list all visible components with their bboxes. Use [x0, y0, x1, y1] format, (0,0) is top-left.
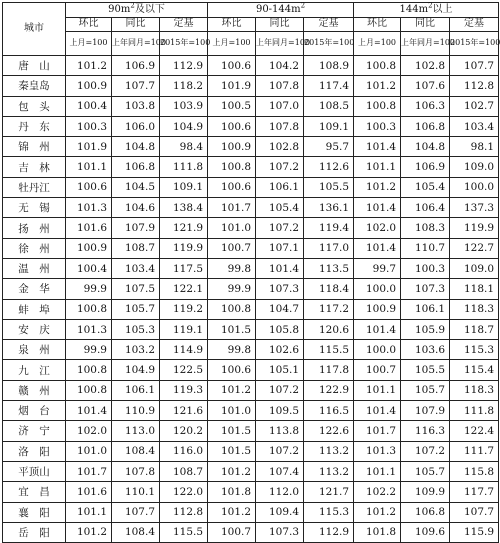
index-value: 98.1	[450, 137, 499, 157]
index-value: 108.7	[112, 238, 160, 258]
index-value: 101.0	[208, 401, 256, 421]
index-value: 109.1	[160, 177, 208, 197]
index-value: 113.2	[304, 441, 354, 461]
table-row	[3, 137, 499, 157]
index-value: 109.6	[401, 522, 450, 542]
table-row	[3, 76, 499, 96]
index-value: 107.5	[112, 279, 160, 299]
city-name: 平顶山	[3, 461, 66, 481]
index-value: 101.4	[256, 258, 304, 278]
index-value: 112.9	[160, 56, 208, 76]
index-value: 106.9	[401, 157, 450, 177]
index-value: 104.2	[256, 56, 304, 76]
index-value: 115.3	[304, 502, 354, 522]
subheader-mom: 环比	[354, 18, 401, 32]
index-value: 105.8	[256, 319, 304, 339]
index-value: 101.3	[66, 198, 112, 218]
index-value: 101.1	[354, 380, 401, 400]
index-value: 105.1	[256, 360, 304, 380]
index-value: 99.9	[208, 279, 256, 299]
index-value: 102.6	[256, 340, 304, 360]
index-value: 101.6	[66, 482, 112, 502]
index-value: 109.0	[450, 258, 499, 278]
index-value: 101.6	[66, 218, 112, 238]
table-row	[3, 299, 499, 319]
index-value: 101.1	[66, 157, 112, 177]
index-value: 106.8	[401, 116, 450, 136]
index-value: 104.9	[160, 116, 208, 136]
table-row	[3, 461, 499, 481]
index-value: 104.9	[112, 360, 160, 380]
city-name: 济 宁	[3, 421, 66, 441]
city-name: 泉 州	[3, 340, 66, 360]
city-name: 唐 山	[3, 56, 66, 76]
index-value: 107.8	[256, 116, 304, 136]
index-value: 101.1	[354, 157, 401, 177]
index-value: 107.2	[256, 157, 304, 177]
index-value: 101.3	[66, 319, 112, 339]
table-row	[3, 238, 499, 258]
index-value: 138.4	[160, 198, 208, 218]
index-value: 100.0	[354, 279, 401, 299]
index-value: 106.4	[401, 198, 450, 218]
index-value: 106.3	[401, 96, 450, 116]
index-value: 116.3	[401, 421, 450, 441]
index-value: 115.5	[160, 522, 208, 542]
table-row	[3, 279, 499, 299]
index-value: 119.2	[160, 299, 208, 319]
index-value: 119.9	[160, 238, 208, 258]
index-value: 100.8	[354, 56, 401, 76]
index-value: 105.7	[112, 299, 160, 319]
index-value: 116.0	[160, 441, 208, 461]
index-value: 103.6	[401, 340, 450, 360]
index-value: 100.6	[208, 116, 256, 136]
index-value: 107.3	[256, 522, 304, 542]
index-value: 105.3	[112, 319, 160, 339]
subheader-fixed-base: 定基	[450, 18, 499, 32]
subheader-fixed-base: 定基	[160, 18, 208, 32]
index-value: 100.8	[208, 157, 256, 177]
index-value: 104.6	[112, 198, 160, 218]
index-value: 100.0	[450, 177, 499, 197]
index-value: 118.3	[450, 380, 499, 400]
index-value: 101.8	[354, 522, 401, 542]
index-value: 107.2	[401, 441, 450, 461]
index-value: 103.4	[450, 116, 499, 136]
table-row	[3, 96, 499, 116]
city-name: 锦 州	[3, 137, 66, 157]
index-value: 109.1	[304, 116, 354, 136]
index-value: 100.5	[208, 96, 256, 116]
index-value: 101.4	[354, 319, 401, 339]
city-name: 襄 阳	[3, 502, 66, 522]
index-value: 110.1	[112, 482, 160, 502]
index-value: 102.8	[401, 56, 450, 76]
index-value: 107.1	[256, 238, 304, 258]
index-value: 112.0	[256, 482, 304, 502]
index-value: 105.4	[256, 198, 304, 218]
index-value: 100.7	[208, 238, 256, 258]
index-value: 107.3	[256, 279, 304, 299]
city-name: 无 锡	[3, 198, 66, 218]
index-value: 100.3	[354, 116, 401, 136]
city-name: 秦皇岛	[3, 76, 66, 96]
table-row	[3, 198, 499, 218]
index-value: 101.4	[354, 238, 401, 258]
index-value: 101.2	[354, 76, 401, 96]
index-value: 100.6	[208, 177, 256, 197]
index-value: 107.6	[401, 76, 450, 96]
index-value: 101.0	[66, 441, 112, 461]
index-value: 113.8	[256, 421, 304, 441]
city-name: 岳 阳	[3, 522, 66, 542]
index-value: 103.2	[112, 340, 160, 360]
index-value: 101.0	[208, 218, 256, 238]
header-row-index-types	[3, 18, 499, 32]
group-header-large: $144m^2$以上	[354, 3, 499, 18]
index-value: 102.0	[354, 218, 401, 238]
index-value: 117.5	[160, 258, 208, 278]
index-value: 106.0	[112, 116, 160, 136]
index-value: 108.3	[401, 218, 450, 238]
index-value: 112.8	[450, 76, 499, 96]
index-value: 101.4	[354, 198, 401, 218]
index-value: 116.5	[304, 401, 354, 421]
index-value: 101.4	[354, 137, 401, 157]
index-value: 102.0	[66, 421, 112, 441]
index-value: 101.2	[208, 380, 256, 400]
index-value: 115.5	[304, 340, 354, 360]
header-row-groups	[3, 3, 499, 18]
index-value: 109.9	[401, 482, 450, 502]
index-value: 102.8	[256, 137, 304, 157]
index-value: 98.4	[160, 137, 208, 157]
table-row	[3, 401, 499, 421]
index-value: 115.4	[450, 360, 499, 380]
index-value: 106.1	[112, 380, 160, 400]
index-value: 103.8	[112, 96, 160, 116]
index-value: 110.7	[401, 238, 450, 258]
table-row	[3, 116, 499, 136]
city-header: 城市	[3, 3, 66, 56]
index-value: 101.9	[208, 76, 256, 96]
table-row	[3, 258, 499, 278]
index-value: 107.7	[112, 502, 160, 522]
index-value: 101.5	[208, 441, 256, 461]
index-value: 99.9	[66, 340, 112, 360]
index-value: 137.3	[450, 198, 499, 218]
index-value: 121.6	[160, 401, 208, 421]
city-name: 徐 州	[3, 238, 66, 258]
table-row	[3, 218, 499, 238]
index-value: 100.6	[208, 360, 256, 380]
index-value: 100.8	[66, 380, 112, 400]
table-row	[3, 482, 499, 502]
city-name: 包 头	[3, 96, 66, 116]
index-value: 107.7	[450, 56, 499, 76]
index-value: 100.9	[354, 299, 401, 319]
index-value: 100.7	[208, 522, 256, 542]
subheader-fixed-base: 定基	[304, 18, 354, 32]
table-row	[3, 177, 499, 197]
price-index-table	[2, 2, 499, 543]
index-value: 101.2	[66, 522, 112, 542]
index-value: 120.6	[304, 319, 354, 339]
index-value: 101.3	[354, 441, 401, 461]
index-value: 122.0	[160, 482, 208, 502]
index-value: 109.5	[256, 401, 304, 421]
index-value: 101.2	[66, 56, 112, 76]
index-value: 95.7	[304, 137, 354, 157]
index-value: 104.7	[256, 299, 304, 319]
index-value: 100.9	[66, 238, 112, 258]
index-value: 102.7	[450, 96, 499, 116]
index-value: 101.5	[208, 319, 256, 339]
index-value: 121.9	[160, 218, 208, 238]
index-value: 110.9	[112, 401, 160, 421]
index-value: 112.9	[304, 522, 354, 542]
index-value: 100.6	[66, 177, 112, 197]
index-value: 100.3	[401, 258, 450, 278]
city-name: 牡丹江	[3, 177, 66, 197]
city-name: 赣 州	[3, 380, 66, 400]
index-value: 122.5	[160, 360, 208, 380]
index-value: 100.0	[354, 340, 401, 360]
index-value: 108.9	[304, 56, 354, 76]
index-value: 119.3	[160, 380, 208, 400]
index-value: 100.4	[66, 96, 112, 116]
city-name: 宜 昌	[3, 482, 66, 502]
index-value: 118.7	[450, 319, 499, 339]
table-row	[3, 56, 499, 76]
subheader-yoy: 同比	[256, 18, 304, 32]
index-value: 100.9	[208, 137, 256, 157]
index-value: 99.7	[354, 258, 401, 278]
index-value: 115.9	[450, 522, 499, 542]
city-name: 扬 州	[3, 218, 66, 238]
index-value: 101.8	[208, 482, 256, 502]
city-name: 蚌 埠	[3, 299, 66, 319]
index-value: 109.4	[256, 502, 304, 522]
index-value: 119.4	[304, 218, 354, 238]
table-row	[3, 157, 499, 177]
table-row	[3, 360, 499, 380]
index-value: 122.9	[304, 380, 354, 400]
index-value: 122.1	[160, 279, 208, 299]
subheader-yoy: 同比	[401, 18, 450, 32]
index-value: 101.2	[208, 461, 256, 481]
city-name: 洛 阳	[3, 441, 66, 461]
index-value: 117.7	[450, 482, 499, 502]
index-value: 105.7	[401, 461, 450, 481]
index-value: 115.3	[450, 340, 499, 360]
index-value: 107.9	[112, 218, 160, 238]
index-value: 111.7	[450, 441, 499, 461]
index-value: 101.5	[208, 421, 256, 441]
index-value: 120.2	[160, 421, 208, 441]
index-value: 108.4	[112, 522, 160, 542]
index-value: 100.3	[66, 116, 112, 136]
index-value: 107.2	[256, 218, 304, 238]
index-value: 111.8	[160, 157, 208, 177]
table-row	[3, 502, 499, 522]
table-row	[3, 340, 499, 360]
index-value: 105.5	[401, 360, 450, 380]
table-row	[3, 380, 499, 400]
subheader-mom: 环比	[208, 18, 256, 32]
index-value: 107.9	[401, 401, 450, 421]
index-value: 107.0	[256, 96, 304, 116]
index-value: 101.4	[354, 401, 401, 421]
index-value: 114.9	[160, 340, 208, 360]
table-row	[3, 522, 499, 542]
index-value: 107.7	[450, 502, 499, 522]
index-value: 100.7	[354, 360, 401, 380]
base-label: 上年同月=100	[112, 32, 160, 56]
index-value: 101.7	[354, 421, 401, 441]
city-name: 吉 林	[3, 157, 66, 177]
city-name: 烟 台	[3, 401, 66, 421]
index-value: 118.1	[450, 279, 499, 299]
index-value: 99.8	[208, 340, 256, 360]
index-value: 136.1	[304, 198, 354, 218]
index-value: 119.1	[160, 319, 208, 339]
index-value: 100.8	[66, 360, 112, 380]
index-value: 112.8	[160, 502, 208, 522]
index-value: 106.8	[401, 502, 450, 522]
index-value: 100.8	[208, 299, 256, 319]
index-value: 121.7	[304, 482, 354, 502]
index-value: 107.3	[401, 279, 450, 299]
index-value: 105.9	[401, 319, 450, 339]
index-value: 101.7	[66, 461, 112, 481]
index-value: 100.9	[66, 76, 112, 96]
index-value: 103.4	[112, 258, 160, 278]
index-value: 105.5	[304, 177, 354, 197]
index-value: 101.2	[208, 502, 256, 522]
index-value: 99.9	[66, 279, 112, 299]
index-value: 100.8	[354, 96, 401, 116]
base-label: 2015年=100	[160, 32, 208, 56]
base-label: 上月=100	[66, 32, 112, 56]
city-name: 安 庆	[3, 319, 66, 339]
index-value: 101.9	[66, 137, 112, 157]
city-name: 九 江	[3, 360, 66, 380]
index-value: 104.8	[401, 137, 450, 157]
index-value: 112.6	[304, 157, 354, 177]
index-value: 117.2	[304, 299, 354, 319]
index-value: 115.8	[450, 461, 499, 481]
index-value: 107.2	[256, 380, 304, 400]
index-value: 101.1	[66, 502, 112, 522]
index-value: 101.1	[354, 461, 401, 481]
index-value: 102.2	[354, 482, 401, 502]
index-value: 108.7	[160, 461, 208, 481]
index-value: 104.8	[112, 137, 160, 157]
table-body	[3, 56, 499, 543]
index-value: 118.3	[450, 299, 499, 319]
index-value: 108.5	[304, 96, 354, 116]
base-label: 上月=100	[208, 32, 256, 56]
index-value: 117.0	[304, 238, 354, 258]
index-value: 122.4	[450, 421, 499, 441]
city-name: 丹 东	[3, 116, 66, 136]
table-row	[3, 421, 499, 441]
subheader-yoy: 同比	[112, 18, 160, 32]
index-value: 109.0	[450, 157, 499, 177]
index-value: 118.4	[304, 279, 354, 299]
city-name: 金 华	[3, 279, 66, 299]
index-value: 99.8	[208, 258, 256, 278]
table-row	[3, 441, 499, 461]
subheader-mom: 环比	[66, 18, 112, 32]
index-value: 107.4	[256, 461, 304, 481]
index-value: 117.4	[304, 76, 354, 96]
index-value: 107.8	[256, 76, 304, 96]
index-value: 100.6	[208, 56, 256, 76]
table-row	[3, 319, 499, 339]
index-value: 118.2	[160, 76, 208, 96]
base-label: 上月=100	[354, 32, 401, 56]
index-value: 101.7	[208, 198, 256, 218]
group-header-medium: $90-144m^2$	[208, 3, 354, 18]
index-value: 117.8	[304, 360, 354, 380]
index-value: 106.1	[401, 299, 450, 319]
city-name: 温 州	[3, 258, 66, 278]
index-value: 107.7	[112, 76, 160, 96]
index-value: 106.8	[112, 157, 160, 177]
index-value: 105.7	[401, 380, 450, 400]
index-value: 101.2	[354, 177, 401, 197]
index-value: 107.2	[256, 441, 304, 461]
base-label: 上年同月=100	[401, 32, 450, 56]
index-value: 119.9	[450, 218, 499, 238]
index-value: 105.4	[401, 177, 450, 197]
base-label: 2015年=100	[304, 32, 354, 56]
index-value: 113.2	[304, 461, 354, 481]
index-value: 122.7	[450, 238, 499, 258]
index-value: 107.8	[112, 461, 160, 481]
index-value: 106.1	[256, 177, 304, 197]
index-value: 106.9	[112, 56, 160, 76]
index-value: 100.4	[66, 258, 112, 278]
index-value: 101.2	[354, 502, 401, 522]
index-value: 101.4	[66, 401, 112, 421]
index-value: 103.9	[160, 96, 208, 116]
index-value: 108.4	[112, 441, 160, 461]
base-label: 上年同月=100	[256, 32, 304, 56]
index-value: 100.8	[66, 299, 112, 319]
header-row-bases	[3, 32, 499, 56]
index-value: 104.5	[112, 177, 160, 197]
group-header-small: $90m^2$及以下	[66, 3, 208, 18]
base-label: 2015年=100	[450, 32, 499, 56]
index-value: 111.8	[450, 401, 499, 421]
index-value: 113.5	[304, 258, 354, 278]
index-value: 122.6	[304, 421, 354, 441]
index-value: 113.0	[112, 421, 160, 441]
